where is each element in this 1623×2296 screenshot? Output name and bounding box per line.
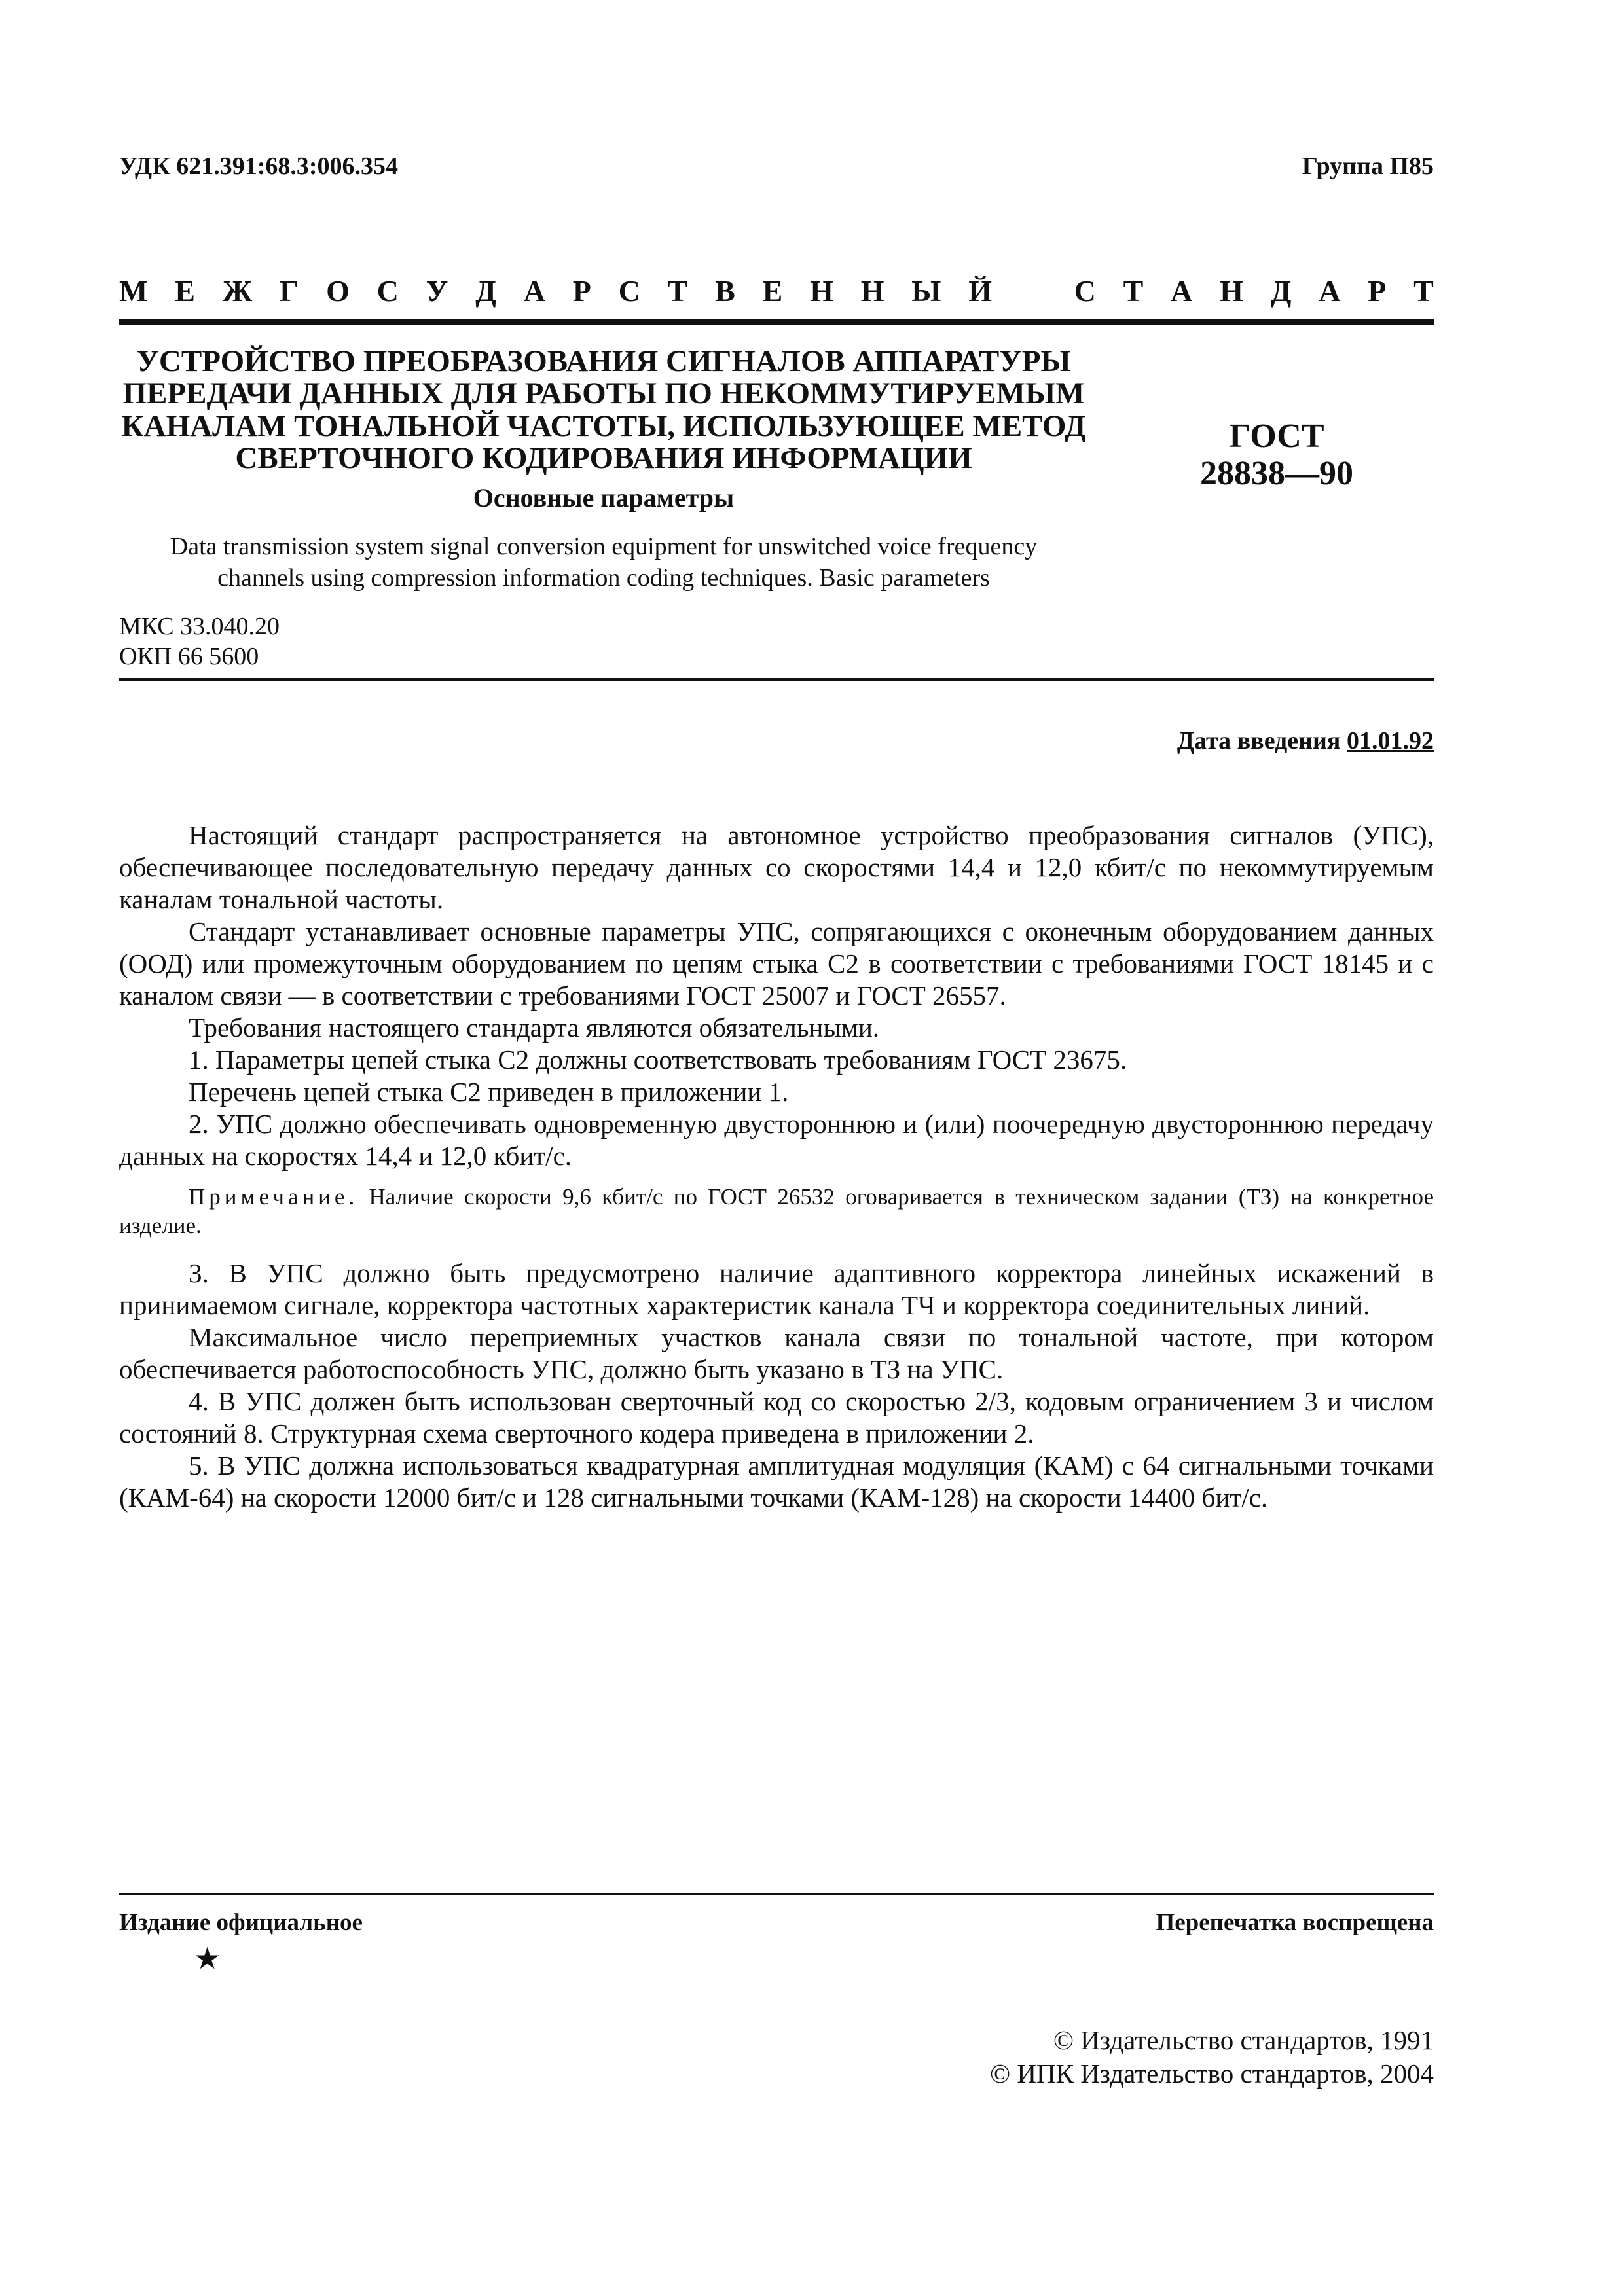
heading-letter: О	[326, 274, 350, 308]
title-line-1: УСТРОЙСТВО ПРЕОБРАЗОВАНИЯ СИГНАЛОВ АППАРАТУРЫ	[136, 344, 1071, 378]
heading-letter: М	[119, 274, 148, 308]
heading-letter: В	[715, 274, 735, 308]
heading-letter: С	[376, 274, 399, 308]
english-title-line-1: Data transmission system signal conversion equipment for unswitched voice frequency	[170, 533, 1038, 560]
heading-letter: Ж	[222, 274, 253, 308]
star-icon: ★	[194, 1942, 221, 1975]
copyright-1991: © Издательство стандартов, 1991	[1053, 2025, 1434, 2055]
date-value: 01.01.92	[1347, 727, 1434, 755]
document-body	[119, 819, 1434, 1514]
clause-4: 4. В УПС должен быть использован сверточный код со скоростью 2/3, кодовым ограничением 3 и числом состояний 8. Структурная схема сверточного кодера приведена в приложении 2.	[119, 1386, 1434, 1448]
mks-code: МКС 33.040.20	[119, 613, 280, 640]
clause-1: 1. Параметры цепей стыка С2 должны соответствовать требованиям ГОСТ 23675.	[189, 1045, 1127, 1075]
date-label: Дата введения	[1176, 727, 1347, 755]
english-title	[119, 531, 1088, 594]
copyright-block	[990, 2024, 1434, 2091]
heading-letter: Н	[860, 274, 884, 308]
heading-letter: Й	[968, 274, 993, 308]
heading-letter: Е	[175, 274, 195, 308]
heading-letter: А	[1171, 274, 1193, 308]
group-code: Группа П85	[1302, 152, 1434, 180]
heading-letter: А	[1319, 274, 1341, 308]
heading-letter: Т	[1413, 274, 1434, 308]
middle-divider	[119, 678, 1434, 681]
heading-letter: Н	[1220, 274, 1243, 308]
heading-letter: Е	[762, 274, 783, 308]
paragraph-mandatory: Требования настоящего стандарта являются обязательными.	[189, 1013, 880, 1043]
top-divider	[119, 319, 1434, 325]
gost-number: 28838—90	[1200, 455, 1353, 493]
heading-letter: Н	[810, 274, 833, 308]
title-line-2: ПЕРЕДАЧИ ДАННЫХ ДЛЯ РАБОТЫ ПО НЕКОММУТИРУЕМЫМ	[122, 376, 1085, 411]
heading-letter: У	[426, 274, 448, 308]
english-title-line-2: channels using compression information coding techniques. Basic parameters	[217, 564, 990, 592]
copyright-2004: © ИПК Издательство стандартов, 2004	[989, 2058, 1434, 2089]
heading-word-gap	[1019, 274, 1047, 308]
clause-1-list-ref: Перечень цепей стыка С2 приведен в приложении 1.	[189, 1077, 789, 1107]
document-subtitle: Основные параметры	[473, 483, 735, 512]
document-title	[119, 346, 1088, 475]
paragraph-parameters: Стандарт устанавливает основные параметры УПС, сопрягающихся с оконечным оборудованием данных (ООД) или промежуточным оборудованием по цепям стыка С2 в соответствии с требованиями ГОСТ 18145 и с каналом связи — в соответствии с требованиями ГОСТ 25007 и ГОСТ 26557.	[119, 916, 1434, 1011]
heading-letter: А	[523, 274, 545, 308]
heading-letter: Ы	[911, 274, 941, 308]
udk-code: УДК 621.391:68.3:006.354	[119, 152, 399, 180]
gost-designation	[1126, 418, 1427, 492]
official-edition: Издание официальное	[119, 1909, 363, 1936]
reprint-prohibited: Перепечатка воспрещена	[1156, 1909, 1434, 1936]
title-line-4: СВЕРТОЧНОГО КОДИРОВАНИЯ ИНФОРМАЦИИ	[235, 441, 972, 476]
standard-type-heading	[119, 274, 1434, 308]
title-line-3: КАНАЛАМ ТОНАЛЬНОЙ ЧАСТОТЫ, ИСПОЛЬЗУЮЩЕЕ МЕТОД	[121, 408, 1086, 443]
paragraph-scope: Настоящий стандарт распространяется на автономное устройство преобразования сигналов (УПС), обеспечивающее последовательную передачу данных со скоростями 14,4 и 12,0 кбит/с по некоммутируемым каналам тональной частоты.	[119, 820, 1434, 914]
heading-letter: Р	[572, 274, 591, 308]
note-label: Примечание.	[189, 1184, 359, 1210]
note	[119, 1183, 1434, 1240]
clause-3-max-sections: Максимальное число переприемных участков канала связи по тональной частоте, при котором обеспечивается работоспособность УПС, должно быть указано в ТЗ на УПС.	[119, 1322, 1434, 1384]
heading-letter: С	[618, 274, 640, 308]
classification-codes	[119, 612, 280, 672]
heading-letter: Р	[1368, 274, 1387, 308]
introduction-date	[1177, 726, 1434, 755]
clause-3: 3. В УПС должно быть предусмотрено наличие адаптивного корректора линейных искажений в принимаемом сигнале, корректора частотных характеристик канала ТЧ и корректора соединительных линий.	[119, 1258, 1434, 1320]
heading-letter: Д	[1270, 274, 1292, 308]
heading-letter: С	[1074, 274, 1096, 308]
okp-code: ОКП 66 5600	[119, 642, 259, 670]
heading-letter: Д	[475, 274, 496, 308]
clause-2: 2. УПС должно обеспечивать одновременную двустороннюю и (или) поочередную двустороннюю передачу данных на скоростях 14,4 и 12,0 кбит/с.	[119, 1109, 1434, 1171]
heading-letter: Т	[1123, 274, 1144, 308]
note-text: Наличие скорости 9,6 кбит/с по ГОСТ 26532 оговаривается в техническом задании (ТЗ) на конкретное изделие.	[119, 1184, 1434, 1238]
gost-label: ГОСТ	[1229, 418, 1324, 455]
heading-letter: Г	[279, 274, 299, 308]
bottom-divider	[119, 1893, 1434, 1895]
heading-letter: Т	[667, 274, 688, 308]
clause-5: 5. В УПС должна использоваться квадратурная амплитудная модуляция (КАМ) с 64 сигнальными точками (КАМ-64) на скорости 12000 бит/с и 128 сигнальными точками (КАМ-128) на скорости 14400 бит/с.	[119, 1450, 1434, 1513]
